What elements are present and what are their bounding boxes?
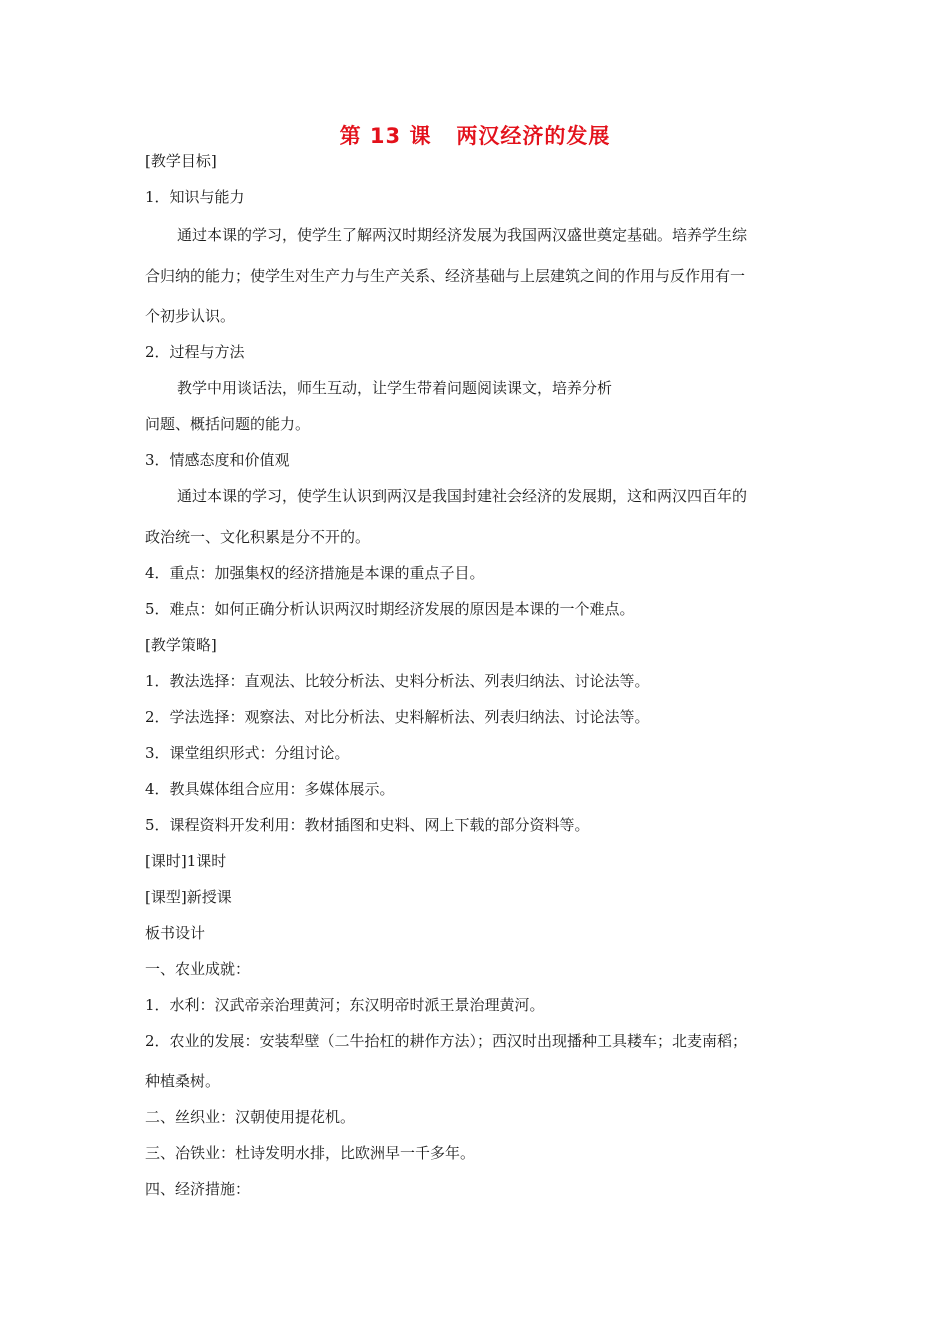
list-item: 4．教具媒体组合应用：多媒体展示。 [145, 780, 395, 798]
paragraph-line: 通过本课的学习，使学生了解两汉时期经济发展为我国两汉盛世奠定基础。培养学生综 [177, 226, 748, 244]
list-item: 1．水利：汉武帝亲治理黄河；东汉明帝时派王景治理黄河。 [145, 996, 545, 1014]
paragraph-line: 政治统一、文化积累是分不开的。 [145, 528, 371, 546]
class-hours-line: [课时]1课时 [145, 852, 227, 870]
paragraph-line: 问题、概括问题的能力。 [145, 415, 311, 433]
lesson-title: 第 13 课 两汉经济的发展 [339, 124, 611, 148]
section-heading-strategy: [教学策略] [145, 636, 217, 654]
class-type-line: [课型]新授课 [145, 888, 232, 906]
paragraph-line: 种植桑树。 [145, 1072, 221, 1090]
outline-heading: 三、冶铁业：杜诗发明水排，比欧洲早一千多年。 [145, 1144, 476, 1162]
paragraph-line: 个初步认识。 [145, 307, 236, 325]
paragraph-line: 合归纳的能力；使学生对生产力与生产关系、经济基础与上层建筑之间的作用与反作用有一 [145, 267, 746, 285]
subheading-values: 3．情感态度和价值观 [145, 451, 290, 469]
difficult-point-line: 5．难点：如何正确分析认识两汉时期经济发展的原因是本课的一个难点。 [145, 600, 635, 618]
list-item: 5．课程资料开发利用：教材插图和史料、网上下载的部分资料等。 [145, 816, 590, 834]
paragraph-line: 通过本课的学习，使学生认识到两汉是我国封建社会经济的发展期，这和两汉四百年的 [177, 487, 748, 505]
subheading-process: 2．过程与方法 [145, 343, 245, 361]
section-heading-blackboard: 板书设计 [145, 924, 206, 942]
subheading-knowledge: 1．知识与能力 [145, 188, 245, 206]
outline-heading: 四、经济措施： [145, 1180, 251, 1198]
paragraph-line: 教学中用谈话法，师生互动，让学生带着问题阅读课文，培养分析 [177, 379, 613, 397]
list-item: 2．农业的发展：安装犁壁（二牛抬杠的耕作方法）；西汉时出现播种工具耧车；北麦南稻； [145, 1032, 748, 1050]
section-heading-objectives: [教学目标] [145, 152, 217, 170]
key-point-line: 4．重点：加强集权的经济措施是本课的重点子目。 [145, 564, 485, 582]
list-item: 2．学法选择：观察法、对比分析法、史料解析法、列表归纳法、讨论法等。 [145, 708, 650, 726]
outline-heading: 一、农业成就： [145, 960, 251, 978]
outline-heading: 二、丝织业：汉朝使用提花机。 [145, 1108, 356, 1126]
list-item: 1．教法选择：直观法、比较分析法、史料分析法、列表归纳法、讨论法等。 [145, 672, 650, 690]
list-item: 3．课堂组织形式：分组讨论。 [145, 744, 350, 762]
